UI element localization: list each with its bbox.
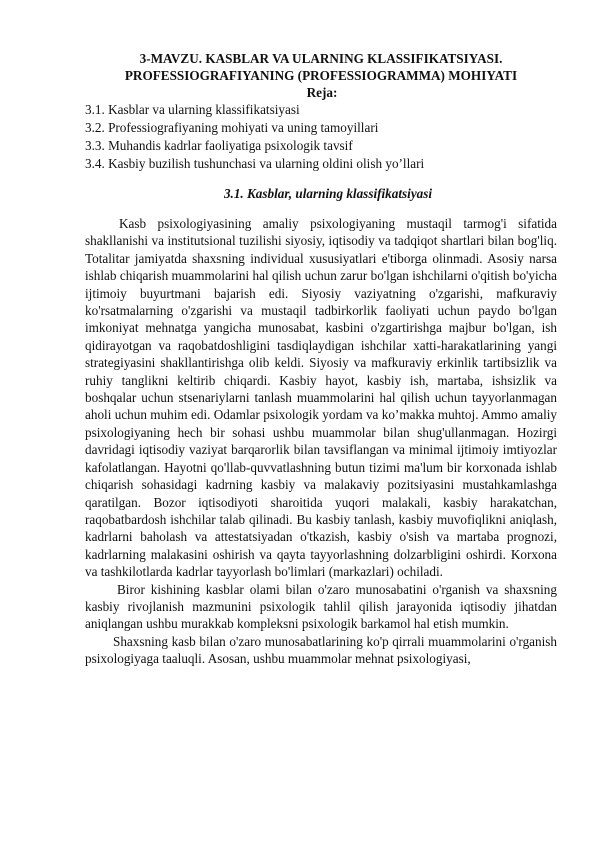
title-line-1: 3-MAVZU. KASBLAR VA ULARNING KLASSIFIKATSIYASI.: [139, 51, 503, 66]
plan-item: 3.2. Professiografiyaning mohiyati va uning tamoyillari: [85, 120, 379, 135]
section-heading: 3.1. Kasblar, ularning klassifikatsiyasi: [223, 186, 433, 201]
plan-item: 3.1. Kasblar va ularning klassifikatsiyasi: [85, 102, 300, 117]
body-paragraph: Biror kishining kasblar olami bilan o'zaro munosabatini o'rganish va shaxsning kasbiy rivojlanish mazmunini psixologik tahlil qilish jarayonida iqtisodiy jihatdan aniqlangan ushbu murakkab kompleksni psixologik barkamol hal etish mumkin.: [85, 581, 557, 632]
body-paragraph: Shaxsning kasb bilan o'zaro munosabatlarining ko'p qirrali muammolarini o'rganish psixologiyaga taaluqli. Asosan, ushbu muammolar mehnat psixologiyasi,: [85, 633, 557, 667]
document-page: [85, 50, 557, 668]
plan-item: 3.4. Kasbiy buzilish tushunchasi va ularning oldini olish yo’llari: [85, 156, 425, 171]
title-line-2: PROFESSIOGRAFIYANING (PROFESSIOGRAMMA) MOHIYATI: [124, 68, 518, 83]
body-paragraph: Kasb psixologiyasining amaliy psixologiyaning mustaqil tarmog'i sifatida shakllanishi va institutsional tuzilishi siyosiy, iqtisodiy va tadqiqot shartlari bilan bog'liq. Totalitar jamiyatda shaxsning individual xususiyatlari e'tiborga olinmadi. Asosiy narsa ishlab chiqarish muammolarini hal qilish uchun zarur bo'lgan ishchilarni o'qitish bo'yicha ijtimoiy buyurtmani bajarish edi. Siyosiy vaziyatning o'zgarishi, mafkuraviy ko'rsatmalarning o'zgarishi va mustaqil tadbirkorlik faoliyati uchun paydo bo'lgan imkoniyat mehnatga yangicha munosabat, kasbini o'zgartirishga majbur bo'lgan, ish qidirayotgan va raqobatdoshligini tasdiqlaydigan ishchilar xatti-harakatlarining yangi strategiyasini shakllantirishga olib keldi. Siyosiy va mafkuraviy erkinlik tartibsizlik va ruhiy tanglikni keltirib chiqardi. Kasbiy hayot, kasbiy ish, martaba, ishsizlik va boshqalar uchun stsenariylarni tanlash muammolarini hal qilish uchun tayyorlanmagan aholi uchun muhim edi. Odamlar psixologik yordam va ko’makka muhtoj. Ammo amaliy psixologiyaning hech bir sohasi ushbu muammolar bilan shug'ullanmagan. Hozirgi davridagi iqtisodiy vaziyat barqarorlik bilan tavsiflangan va minimal ijtimoiy imtiyozlar kafolatlangan. Hayotni qo'llab-quvvatlashning butun tizimi ma'lum bir korxonada ishlab chiqarish sohasidagi kadrning kasbiy va malakaviy pozitsiyasini mustahkamlashga qaratilgan. Bozor iqtisodiyoti sharoitida yuqori malakali, kasbiy harakatchan, raqobatbardosh ishchilar talab qilinadi. Bu kasbiy tanlash, kasbiy muvofiqlikni aniqlash, kadrlarni baholash va attestatsiyadan o'tkazish, kasbiy o'sish va martaba prognozi, kadrlarning malakasini oshirish va qayta tayyorlashning dolzarbligini oshirdi. Korxona va tashkilotlarda kadrlar tayyorlash bo'limlari (markazlari) ochiladi.: [85, 216, 557, 580]
plan-list: [85, 101, 557, 173]
plan-heading: Reja:: [306, 85, 338, 100]
document-title: [79, 50, 563, 84]
plan-item: 3.3. Muhandis kadrlar faoliyatiga psixologik tavsif: [85, 138, 353, 153]
